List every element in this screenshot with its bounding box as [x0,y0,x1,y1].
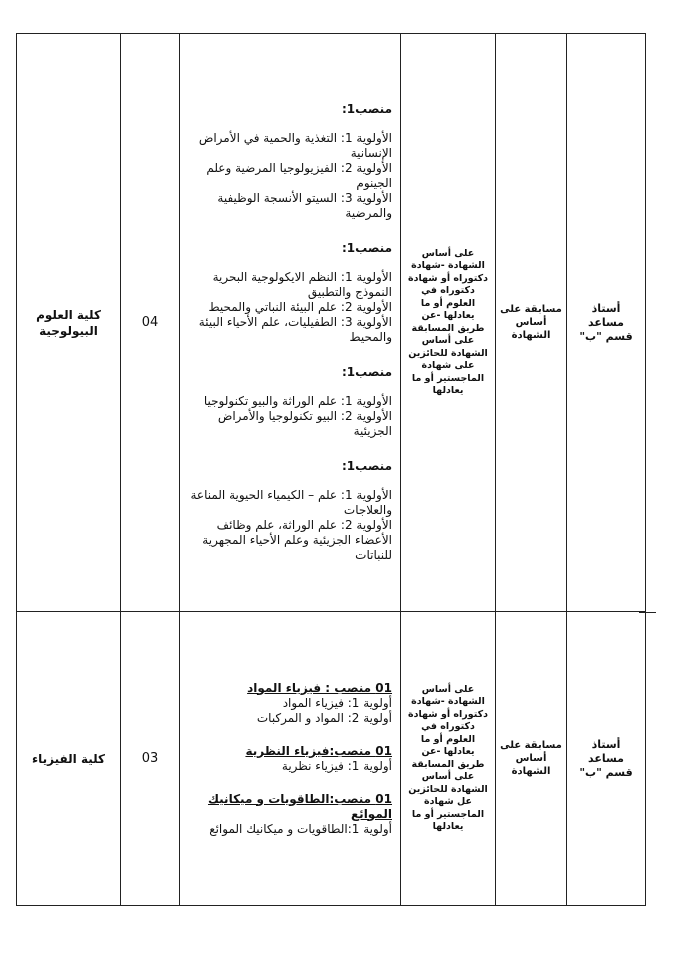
priority-item: أولوية 1: فيزياء المواد [282,695,392,710]
post-title: 01 منصب:الطاقويات و ميكانيك الموائع [207,791,392,821]
table-row [17,34,646,612]
priority-item: الأولوية 1: التغذية والحمية في الأمراض الإنسانية [198,131,392,160]
positions-count: 04 [141,315,159,330]
grade-cell [567,612,646,906]
post-title: منصب1: [341,365,392,379]
post-title: 01 منصب : فيزياء المواد [247,680,392,695]
faculty-name: كلية العلوم البيولوجية [36,307,101,338]
grade-cell [567,34,646,612]
faculty-cell [17,612,121,906]
priority-item: أولوية 1: فيزياء نظرية [281,758,392,773]
recruitment-table [16,33,646,906]
recruitment-mode-cell [496,612,567,906]
post-title: منصب1: [341,102,392,116]
post-block [190,241,392,345]
row-divider-extension [639,612,656,613]
requirement-text: على أساس الشهادة -شهادة دكتوراه أو شهادة دكتوراه في العلوم أو ما يعادلها -عن طريق المسابقة على أساس الشهادة للحائزين على شهادة الماجستير أو ما يعادلها [407,247,488,396]
faculty-name: كلية الفيزياء [32,751,105,766]
priority-item: الأولوية 1: النظم الايكولوجية البحرية النموذج والتطبيق [212,270,392,299]
post-block [190,102,392,221]
post-title: منصب1: [341,241,392,255]
priority-item: الأولوية 2: علم الوراثة، علم وظائف الأعضاء الجزيئية وعلم الأحياء المجهرية للنباتات [202,518,392,562]
specialties-list [180,82,400,563]
specialties-cell [180,34,401,612]
priority-item: أولوية 1:الطاقويات و ميكانيك الموائع [209,821,392,836]
grade-text: أستاذ مساعد قسم "ب" [579,301,633,343]
priority-item: الأولوية 2: الفيزيولوجيا المرضية وعلم الجينوم [206,161,392,190]
post-block [190,744,392,774]
post-block [190,792,392,837]
faculty-cell [17,34,121,612]
priority-item: الأولوية 2: البيو تكنولوجيا والأمراض الجزيئية [217,409,392,438]
post-block [190,459,392,563]
priority-item: الأولوية 1: علم – الكيمياء الحيوية المناعة والعلاجات [190,488,392,517]
recruitment-mode-cell [496,34,567,612]
recruitment-mode: مسابقة على أساس الشهادة [500,304,562,341]
recruitment-mode: مسابقة على أساس الشهادة [500,740,562,777]
table-row [17,612,646,906]
post-block [190,681,392,726]
requirement-cell [401,612,496,906]
priority-item: أولوية 2: المواد و المركبات [256,710,392,725]
positions-count: 03 [141,751,159,766]
post-title: منصب1: [341,459,392,473]
priority-item: الأولوية 2: علم البيئة النباتي والمحيط [208,300,392,314]
specialties-list [180,681,400,837]
positions-count-cell [121,612,180,906]
grade-text: أستاذ مساعد قسم "ب" [579,737,633,779]
specialties-cell [180,612,401,906]
requirement-text: على أساس الشهادة -شهادة دكتوراه أو شهادة دكتوراه في العلوم أو ما يعادلها -عن طريق المسابقة على أساس الشهادة للحائزين عل شهادة الماجستير أو ما يعادلها [407,683,488,832]
priority-item: الأولوية 3: السيتو الأنسجة الوظيفية والمرضية [217,191,392,220]
post-title: 01 منصب:فيزياء النظرية [245,743,392,758]
positions-count-cell [121,34,180,612]
post-block [190,365,392,439]
priority-item: الأولوية 1: علم الوراثة والبيو تكنولوجيا [203,394,392,408]
priority-item: الأولوية 3: الطفيليات، علم الأحياء البيئة والمحيط [198,315,392,344]
requirement-cell [401,34,496,612]
